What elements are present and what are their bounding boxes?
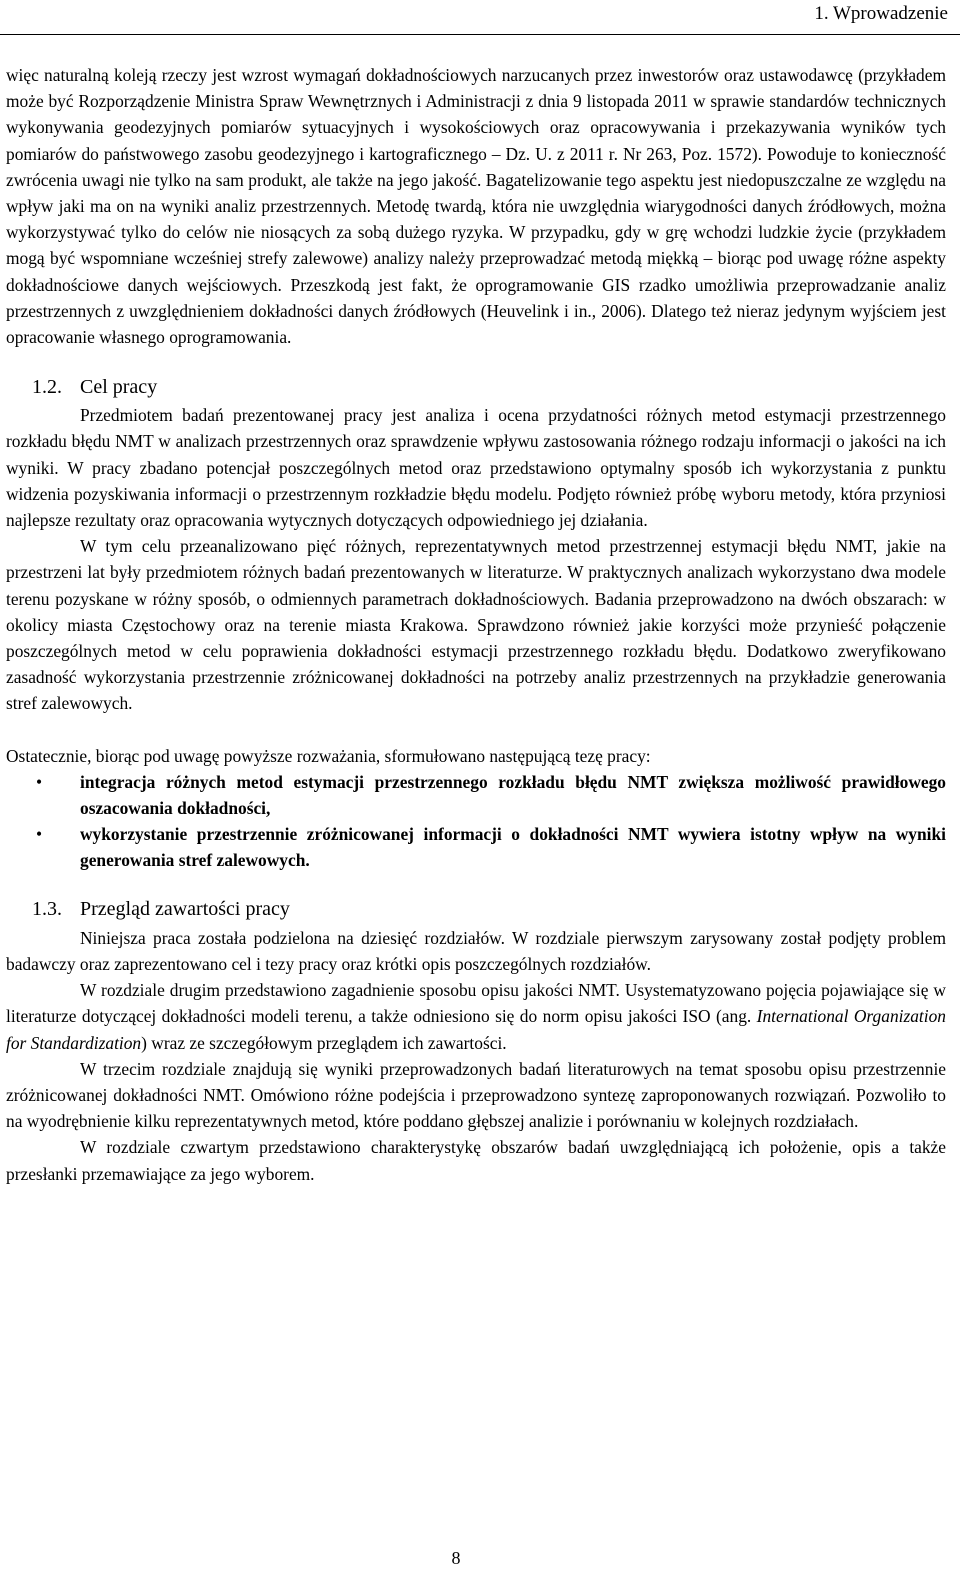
running-header-title: 1. Wprowadzenie (814, 3, 948, 24)
iso-full-name: International Organization for Standardization (6, 1006, 946, 1053)
paragraph-cel-1: Przedmiotem badań prezentowanej pracy jest analiza i ocena przydatności różnych metod estymacji przestrzennego rozkładu błędu NMT w analizach przestrzennych oraz sprawdzenie wpływu zastosowania różnego rodzaju informacji o jakości na ich wyniki. W pracy zbadano potencjał poszczególnych metod oraz przedstawiono optymalny sposób ich wykorzystania z punktu widzenia pozyskiwania informacji o przestrzennym rozkładzie błędu modelu. Podjęto również próbę wyboru metody, która przyniosi najlepsze rezultaty oraz opracowania wytycznych dotyczących odpowiedniego jej działania. (6, 405, 946, 531)
thesis-list (6, 769, 946, 874)
paragraph-przeglad-1: Niniejsza praca została podzielona na dziesięć rozdziałów. W rozdziale pierwszym zarysowany został podjęty problem badawczy oraz zaprezentowano cel i tezy pracy oraz krótki opis poszczególnych rozdziałów. (6, 927, 946, 974)
section-title: Przegląd zawartości pracy (80, 897, 290, 920)
bullet-icon: • (36, 771, 43, 792)
thesis-text: integracja różnych metod estymacji przestrzennego rozkładu błędu NMT zwiększa możliwość prawidłowego oszacowania dokładności, (80, 771, 946, 819)
paragraph-text: ) wraz ze szczegółowym przeglądem ich zawartości. (141, 1032, 507, 1053)
section-heading-cel-pracy (6, 374, 946, 400)
bullet-icon: • (36, 824, 43, 845)
intro-paragraph: więc naturalną koleją rzeczy jest wzrost wymagań dokładnościowych narzucanych przez inwestorów oraz ustawodawcę (przykładem może być Rozporządzenie Ministra Spraw Wewnętrznych i Administracji z dnia 9 listopada 2011 w sprawie standardów technicznych wykonywania geodezyjnych pomiarów sytuacyjnych i wysokościowych oraz opracowywania i przekazywania wyników tych pomiarów do państwowego zasobu geodezyjnego i kartograficznego – Dz. U. z 2011 r. Nr 263, Poz. 1572). Powoduje to konieczność zwrócenia uwagi nie tylko na sam produkt, ale także na jego jakość. Bagatelizowanie tego aspektu jest niedopuszczalne ze względu na wpływ jaki ma on na wyniki analiz przestrzennych. Metodę twardą, która nie uwzględnia wiarygodności danych źródłowych, można wykorzystywać tylko do celów nie niosących za sobą dużego ryzyka. W przypadku, gdy w grę wchodzi ludzkie życie (przykładem mogą być wspomniane wcześniej strefy zalewowe) analizy należy przeprowadzać metodą miękką – biorąc pod uwagę różne aspekty dokładnościowe danych wejściowych. Przeszkodą jest fakt, że oprogramowanie GIS rzadko umożliwia przeprowadzanie analiz przestrzennych z uwzględnieniem dokładności danych źródłowych (Heuvelink i in., 2006). Dlatego też nieraz jedynym wyjściem jest opracowanie własnego oprogramowania. (6, 65, 946, 348)
paragraph-cel-2: W tym celu przeanalizowano pięć różnych, reprezentatywnych metod przestrzennej estymacji błędu NMT, jakie na przestrzeni lat były przedmiotem różnych badań prezentowanych w literaturze. W praktycznych analizach wykorzystano dwa modele terenu pozyskane w różny sposób, o odmiennych parametrach dokładnościowych. Badania przeprowadzono na dwóch obszarach: w okolicy miasta Częstochowy oraz na terenie miasta Krakowa. Sprawdzono również jakie korzyści może przynieść połączenie poszczególnych metod w celu poprawienia dokładności estymacji przestrzennego rozkładu błędu. Dodatkowo zweryfikowano zasadność wykorzystania przestrzennie zróżnicowanej dokładności na potrzeby analiz przestrzennych na przykładzie generowania stref zalewowych. (6, 536, 946, 714)
page-body (6, 62, 946, 1187)
paragraph-przeglad-4: W rozdziale czwartym przedstawiono charakterystykę obszarów badań uwzględniającą ich położenie, opis a także przesłanki przemawiające za jego wyborem. (6, 1137, 946, 1184)
thesis-text: wykorzystanie przestrzennie zróżnicowanej informacji o dokładności NMT wywiera istotny wpływ na wyniki generowania stref zalewowych. (80, 824, 946, 871)
thesis-item (6, 769, 946, 821)
header-divider (0, 34, 960, 35)
paragraph-przeglad-3: W trzecim rozdziale znajdują się wyniki przeprowadzonych badań literaturowych na temat sposobu opisu przestrzennie zróżnicowanej dokładności NMT. Omówiono różne podejścia i przeprowadzono syntezę zaproponowanych rozwiązań. Pozwoliło to na wyodrębnienie kilku reprezentatywnych metod, które poddano głębszej analizie i porównaniu w kolejnych rozdziałach. (6, 1058, 946, 1132)
thesis-item (6, 821, 946, 873)
section-number: 1.3. (32, 897, 62, 920)
paragraph-text: W rozdziale drugim przedstawiono zagadnienie sposobu opisu jakości NMT. Usystematyzowano pojęcia pojawiające się w literaturze dotyczącej dokładności modeli terenu, a także odniesiono się do norm opisu jakości ISO (ang. (6, 980, 946, 1027)
paragraph-przeglad-2 (6, 977, 946, 1056)
section-title: Cel pracy (80, 376, 158, 399)
page-number: 8 (451, 1548, 461, 1568)
thesis-intro: Ostatecznie, biorąc pod uwagę powyższe rozważania, sformułowano następującą tezę pracy: (6, 745, 651, 766)
section-number: 1.2. (32, 376, 62, 399)
section-heading-przeglad (6, 896, 946, 922)
